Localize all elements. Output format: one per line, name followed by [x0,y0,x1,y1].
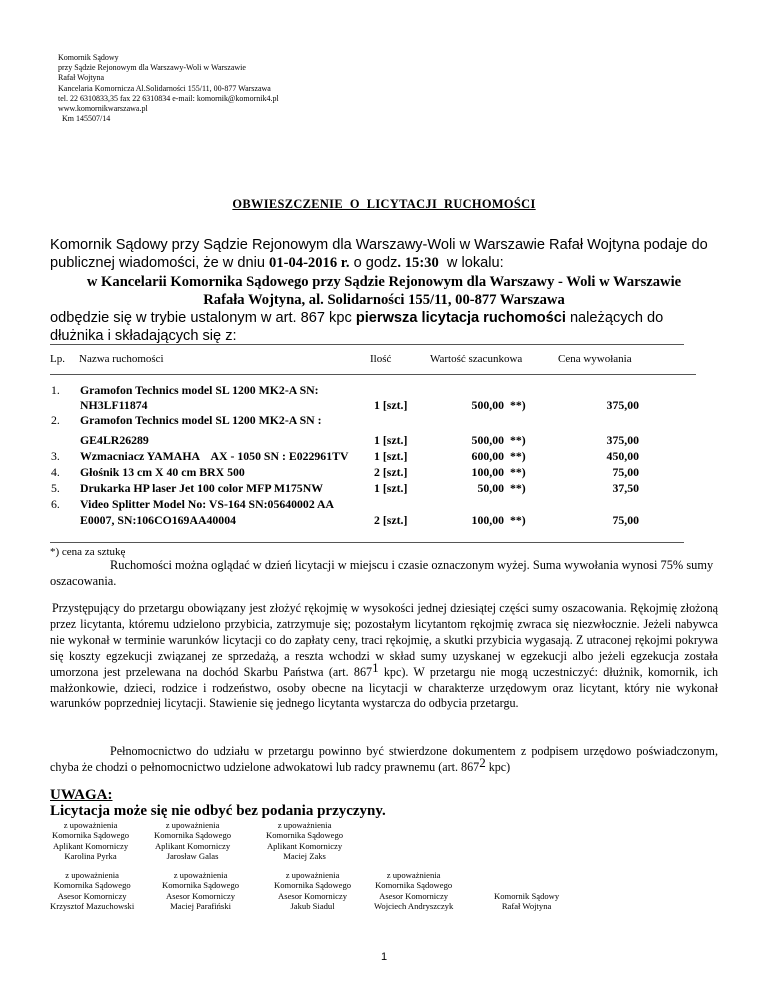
notice-heading: UWAGA: [50,787,113,803]
header-line: Komornik Sądowy [58,53,119,62]
paragraph-text: Przystępujący do przetargu obowiązany jest złożyć rękojmię w wysokości jednej dziesiątej części sumy oszacowania. Rękojmię złożoną przez licytanta, któremu udzielono przybicia, zatrzymuje się; pozostałym licytantom rękojmię zwraca się niezwłocznie. Jeżeli nabywca nie wykonał w terminie warunków licytacji co do zapłaty ceny, traci rękojmię, a skutki przybicia wygasają. Z utraconej rękojmi pokrywa się koszty egzekucji związanej ze sprzedażą, a reszta wchodzi w skład sumy uzyskanej w egzekucji albo jeżeli egzekucja została umorzona jest przelewana na dochód Skarbu Państwa (art. 867 [50,601,718,679]
deposit-paragraph [50,601,718,712]
row-lp: 2. [51,413,60,427]
signature-line: Asesor Komorniczy [379,890,449,901]
intro-text: odbędzie się w trybie ustalonym w art. 867 kpc [50,310,356,327]
row-price: 450,00 [606,449,639,463]
footnote: *) cena za sztukę [50,546,126,558]
row-value: 100,00 [471,513,504,527]
row-qty: 1 [szt.] [374,449,408,463]
signature-line: Komornika Sądowego [375,880,453,891]
row-qty: 2 [szt.] [374,513,408,527]
signature-block [374,870,453,911]
paragraph-text: kpc). W przetargu nie mogą uczestniczyć: dłużnik, komornik, ich małżonkowie, dzieci, rodzice i rodzeństwo, osoby obecne na licytacji w charakterze urzędowym oraz licytant, który nie wykonał warunków poprzedniej licytacji. Stawienie się jednego licytanta wystarcza do odbycia przetargu. [50,664,718,711]
signature-line: Komornika Sądowego [53,880,131,891]
row-lp: 1. [51,383,60,397]
signature-name: Rafał Wojtyna [501,901,552,912]
signature-block [162,870,239,911]
signature-line: Komornika Sądowego [162,880,240,891]
signature-line: Aplikant Komorniczy [154,840,231,851]
signature-name: Wojciech Andryszczyk [374,900,454,911]
header-line: tel. 22 6310833,35 fax 22 6310834 e-mail: komornik@komornik4.pl [58,93,279,103]
article-superscript: 1 [372,659,379,675]
signature-name: Krzysztof Mazuchowski [50,900,135,911]
signature-line: z upoważnienia [173,870,228,880]
header-line: www.komornikwarszawa.pl [58,104,148,114]
intro-block [50,236,718,346]
auction-date: 01-04-2016 r. [269,255,350,272]
signature-line: z upoważnienia [277,820,332,830]
signature-line: z upoważnienia [63,820,118,830]
row-price: 375,00 [606,398,639,412]
row-qty: 2 [szt.] [374,465,408,479]
page-number: 1 [380,951,388,963]
signature-line: Komornika Sądowego [154,830,232,841]
signature-name: Karolina Pyrka [64,850,117,861]
signature-line: Aplikant Komorniczy [266,840,343,851]
notice-text: Licytacja może się nie odbyć bez podania przyczyny. [50,803,386,819]
signature-name: Maciej Parafiński [170,900,231,911]
signature-line: Asesor Komorniczy [166,890,236,901]
row-mark: **) [510,513,526,527]
signature-line: Komornik Sądowy [494,891,560,901]
row-name: Wzmacniacz YAMAHA AX - 1050 SN : E022961TV [80,449,349,463]
case-number: Km 145507/14 [58,114,111,124]
row-price: 75,00 [612,513,639,527]
signature-line: Komornika Sądowego [52,830,130,841]
header-name: Nazwa ruchomości [79,353,164,365]
row-lp: 6. [51,497,60,511]
header-qty: Ilość [370,353,392,365]
row-name-cont: NH3LF11874 [80,398,148,412]
row-value: 500,00 [471,398,504,412]
power-of-attorney-paragraph [50,744,718,776]
signature-line: z upoważnienia [165,820,220,830]
document-title: OBWIESZCZENIE O LICYTACJI RUCHOMOŚCI [232,197,536,211]
row-value: 50,00 [477,481,504,495]
row-lp: 5. [51,481,60,495]
row-qty: 1 [szt.] [374,398,408,412]
header-line: Kancelaria Komornicza Al.Solidarności 155/11, 00-877 Warszawa [58,83,271,93]
intro-paragraph [50,236,718,273]
row-price: 75,00 [612,465,639,479]
signature-line: z upoważnienia [386,870,441,880]
row-name-cont: E0007, SN:106CO169AA40004 [80,513,236,527]
signature-block [274,870,351,911]
signature-name: Jarosław Galas [166,850,219,861]
row-mark: **) [510,449,526,463]
viewing-note: Ruchomości można oglądać w dzień licytacji w miejscu i czasie oznaczonym wyżej. Suma wywołania wynosi 75% sumy oszacowania. [50,558,714,588]
intro-text: należących do dłużnika i składających się z: [50,310,664,345]
auction-location-line-2: Rafała Wojtyna, al. Solidarności 155/11, 00-877 Warszawa [203,291,565,308]
signature-line: Asesor Komorniczy [278,890,348,901]
table-header-rule [50,374,696,375]
header-line: Rafał Wojtyna [58,73,105,83]
signature-block [266,820,343,861]
signature-line: Komornika Sądowego [266,830,344,841]
header-value: Wartość szacunkowa [430,353,523,365]
signature-name: Maciej Zaks [283,850,326,861]
row-price: 37,50 [612,481,639,495]
row-value: 500,00 [471,433,504,447]
article-superscript: 2 [479,754,486,770]
signature-line: Asesor Komorniczy [57,890,127,901]
row-name: Gramofon Technics model SL 1200 MK2-A SN : [80,413,322,427]
auction-time: . 15:30 [397,255,439,272]
intro-text: o godz [349,255,398,272]
auction-location-line-1: w Kancelarii Komornika Sądowego przy Sądzie Rejonowym dla Warszawy - Woli w Warszawie [86,273,682,290]
bailiff-signature [494,891,559,912]
row-mark: **) [510,433,526,447]
row-qty: 1 [szt.] [374,481,408,495]
paragraph-text: Pełnomocnictwo do udziału w przetargu powinno być stwierdzone dokumentem z podpisem urzędowo poświadczonym, chyba że chodzi o pełnomocnictwo udzielone adwokatowi lub radcy prawnemu (art. 867 [50,744,718,774]
bailiff-header [58,53,279,124]
intro-paragraph-2 [50,309,718,346]
header-price: Cena wywołania [558,353,632,365]
row-value: 600,00 [471,449,504,463]
row-price: 375,00 [606,433,639,447]
signature-name: Jakub Siadul [290,900,335,911]
row-lp: 3. [51,449,60,463]
signature-line: Komornika Sądowego [274,880,352,891]
signature-block [154,820,231,861]
row-mark: **) [510,398,526,412]
row-lp: 4. [51,465,60,479]
intro-text: w lokalu: [438,255,504,272]
row-mark: **) [510,481,526,495]
header-line: przy Sądzie Rejonowym dla Warszawy-Woli w Warszawie [58,63,246,73]
row-name: Głośnik 13 cm X 40 cm BRX 500 [80,465,245,479]
signature-line: z upoważnienia [65,870,119,880]
row-mark: **) [510,465,526,479]
signature-line: Aplikant Komorniczy [52,840,129,851]
intro-text: Komornik Sądowy przy Sądzie Rejonowym dla Warszawy-Woli w Warszawie Rafał Wojtyna podaje do publicznej wiadomości, że w dniu [50,237,708,272]
row-value: 100,00 [471,465,504,479]
row-qty: 1 [szt.] [374,433,408,447]
header-lp: Lp. [50,353,65,365]
row-name: Gramofon Technics model SL 1200 MK2-A SN: [80,383,319,397]
row-name: Drukarka HP laser Jet 100 color MFP M175NW [80,481,324,495]
auction-type: pierwsza licytacja ruchomości [355,310,566,327]
paragraph-text: kpc) [485,759,511,774]
table-top-rule [50,344,684,345]
signature-line: z upoważnienia [285,870,340,880]
signature-block [52,820,129,861]
table-bottom-rule [50,542,684,543]
row-name-cont: GE4LR26289 [80,433,149,447]
row-name: Video Splitter Model No: VS-164 SN:05640002 AA [80,497,335,511]
signature-block [50,870,134,911]
